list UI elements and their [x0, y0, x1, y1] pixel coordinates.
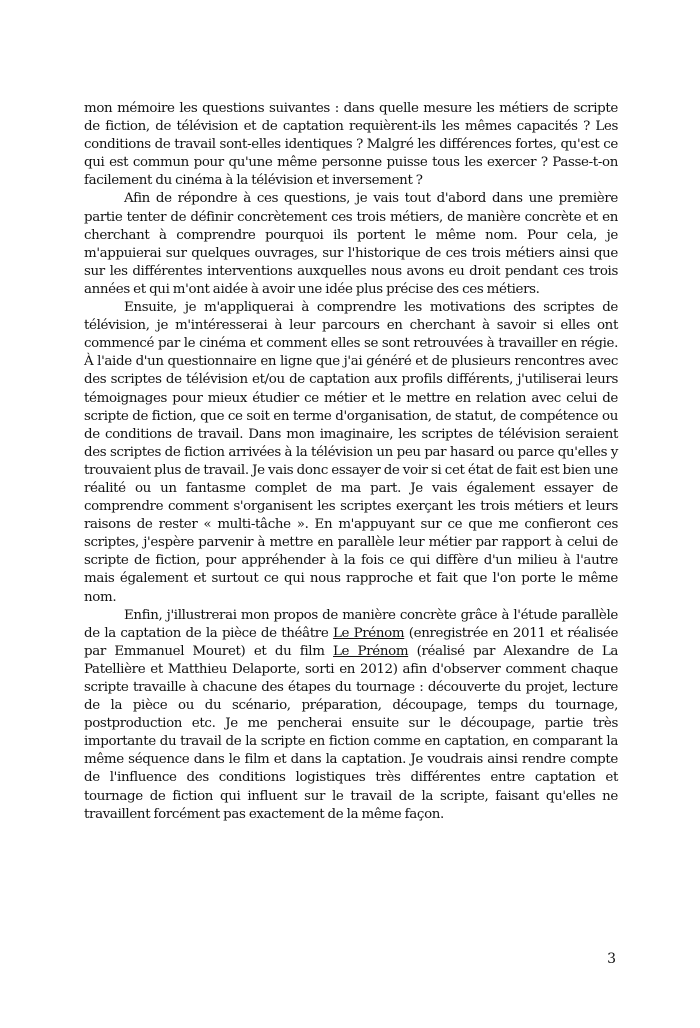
paragraph-questions: mon mémoire les questions suivantes : dans quelle mesure les métiers de scripte de fiction, de télévision et de captation requièrent-ils les mêmes capacités ? Les conditions de travail sont-elles identiques ? Malgré les différences fortes, qu'est ce qui est commun pour qu'une même personne puisse tous les exercer ? Passe-t-on facilement du cinéma à la télévision et inversement ? — [84, 101, 618, 189]
page-number: 3 — [607, 951, 616, 967]
paragraph-part-two: Ensuite, je m'appliquerai à comprendre les motivations des scriptes de télévision, je m'intéresserai à leur parcours en cherchant à savoir si elles ont commencé par le cinéma et comment elles se sont retrouvées à travailler en régie. À l'aide d'un questionnaire en ligne que j'ai généré et de plusieurs rencontres avec des scriptes de télévision et/ou de captation aux profils différents, j'utiliserai leurs témoignages pour mieux étudier ce métier et le mettre en relation avec celui de scripte de fiction, que ce soit en terme d'organisation, de statut, de compétence ou de conditions de travail. Dans mon imaginaire, les scriptes de télévision seraient des scriptes de fiction arrivées à la télévision un peu par hasard ou parce qu'elles y trouvaient plus de travail. Je vais donc essayer de voir si cet état de fait est bien une réalité ou un fantasme complet de ma part. Je vais également essayer de comprendre comment s'organisent les scriptes exerçant les trois métiers et leurs raisons de rester « multi-tâche ». En m'appuyant sur ce que me confieront ces scriptes, j'espère parvenir à mettre en parallèle leur métier par rapport à celui de scripte de fiction, pour appréhender à la fois ce qui diffère d'un milieu à l'autre mais également et surtout ce qui nous rapproche et fait que l'on porte le même nom. — [84, 300, 618, 605]
film-title: Le Prénom — [333, 643, 409, 659]
paragraph-part-three — [84, 607, 618, 824]
paragraph-part-one: Afin de répondre à ces questions, je vais tout d'abord dans une première partie tenter de définir concrètement ces trois métiers, de manière concrète et en cherchant à comprendre pourquoi ils portent le même nom. Pour cela, je m'appuierai sur quelques ouvrages, sur l'historique de ces trois métiers ainsi que sur les différentes interventions auxquelles nous avons eu droit pendant ces trois années et qui m'ont aidée à avoir une idée plus précise des ces métiers. — [84, 191, 618, 297]
body-text — [84, 100, 618, 824]
paragraph-part-three-end: (réalisé par Alexandre de La Patellière et Matthieu Delaporte, sorti en 2012) afin d'observer comment chaque scripte travaille à chacune des étapes du tournage : découverte du projet, lecture de la pièce ou du scénario, préparation, découpage, temps du tournage, postproduction etc. Je me pencherai ensuite sur le découpage, partie très importante du travail de la scripte en fiction comme en captation, en comparant la même séquence dans le film et dans la captation. Je voudrais ainsi rendre compte de l'influence des conditions logistiques très différentes entre captation et tournage de fiction qui influent sur le travail de la scripte, faisant qu'elles ne travaillent forcément pas exactement de la même façon. — [84, 643, 619, 822]
paragraph-part-three-middle: (enregistrée en 2011 et réalisée par Emmanuel Mouret) et du film — [84, 625, 619, 659]
play-title: Le Prénom — [332, 625, 405, 641]
paragraph-part-three-intro: Enfin, j'illustrerai mon propos de manière concrète grâce à l'étude parallèle de la captation de la pièce de théâtre — [84, 607, 618, 641]
